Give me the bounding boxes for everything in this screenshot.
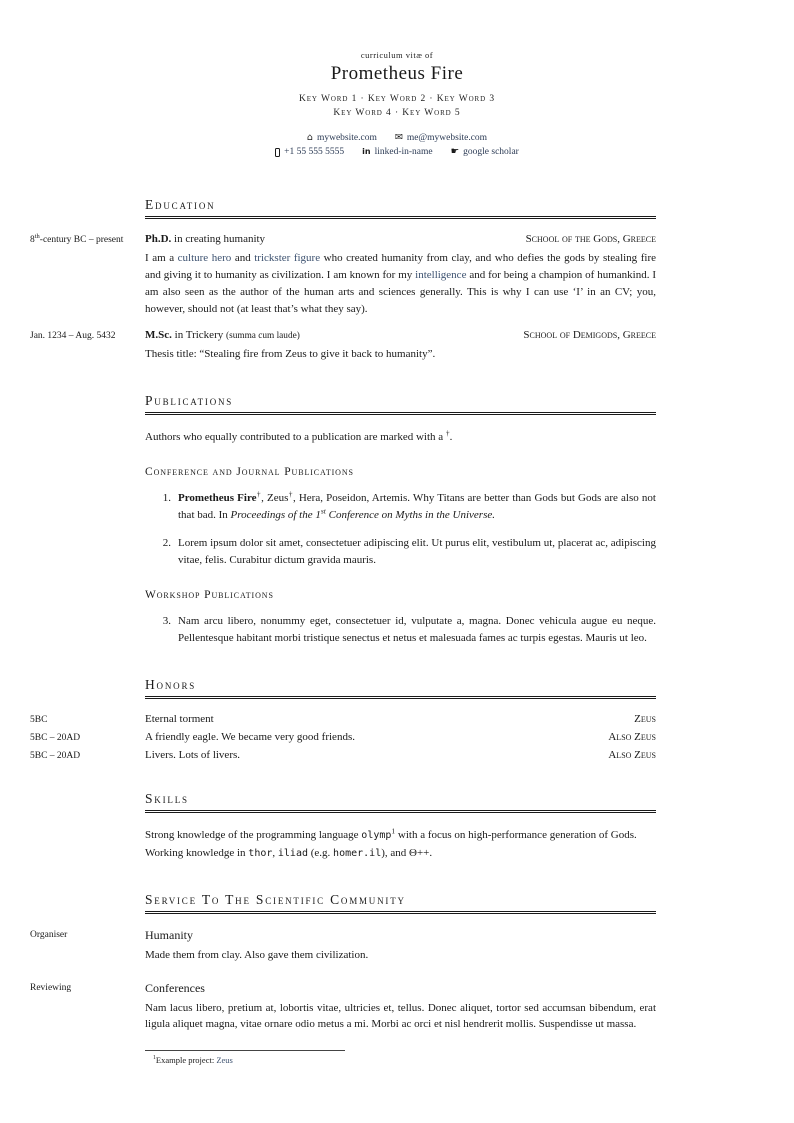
text-segment: 1 — [153, 1054, 156, 1061]
section-title-publications: Publications — [145, 393, 656, 413]
section-title-honors: Honors — [145, 677, 656, 697]
education-description — [145, 346, 656, 363]
honor-grantor: Also Zeus — [608, 749, 656, 761]
publication-number: 3. — [162, 615, 171, 627]
publication-item — [145, 490, 656, 524]
service-activity-title: Conferences — [145, 980, 205, 995]
text-segment: iliad — [277, 847, 308, 859]
text-segment: and — [231, 252, 255, 264]
scholar-label: google scholar — [463, 147, 519, 157]
honor-row — [30, 713, 656, 725]
service-description — [145, 1000, 656, 1033]
honor-title: Eternal torment — [145, 713, 214, 725]
text-segment: Nam arcu libero, nonummy eget, consectetuer id, vulputate a, magna. Donec vehicula augue eu neque. Pellentesque habitant morbi tristique senectus et netus et malesuada fames ac turpis egestas. Mauris ut leo. — [178, 615, 656, 644]
text-segment: Authors who equally contributed to a publication are marked with a — [145, 431, 446, 443]
publication-item — [145, 613, 656, 647]
degree-title — [145, 329, 300, 341]
text-segment: ), and Θ++. — [381, 846, 433, 859]
pretitle: curriculum vitæ of — [360, 50, 434, 60]
keywords-line-2: Key Word 4 · Key Word 5 — [333, 108, 461, 118]
text-segment: th — [34, 232, 40, 240]
education-entry-head — [145, 233, 656, 245]
honor-title: Livers. Lots of livers. — [145, 749, 241, 761]
text-segment: with a focus on high-performance generation of Gods. — [395, 829, 637, 841]
phone-label: +1 55 555 5555 — [284, 147, 345, 157]
subsection-title-workshop: Workshop Publications — [145, 589, 274, 601]
footnote-rule — [145, 1050, 345, 1051]
text-segment: Ph.D. — [145, 233, 172, 245]
publication-item — [145, 535, 656, 569]
contact-row-1 — [0, 133, 794, 143]
publication-text — [178, 535, 656, 569]
service-role-label: Reviewing — [30, 982, 72, 993]
website-label: mywebsite.com — [316, 133, 377, 143]
inline-link[interactable]: culture hero — [177, 252, 232, 264]
text-segment: . — [449, 431, 453, 443]
text-segment: Strong knowledge of the programming language — [145, 829, 362, 841]
honor-grantor: Zeus — [634, 713, 656, 725]
text-segment: † — [256, 489, 262, 499]
cv-body — [30, 197, 656, 1065]
scholar-link[interactable] — [451, 147, 519, 157]
text-segment: Working knowledge in — [145, 846, 249, 859]
text-segment: † — [445, 428, 450, 438]
skills-paragraph — [145, 827, 656, 845]
date-label: 5BC — [30, 715, 48, 725]
linkedin-icon: in — [362, 147, 371, 156]
text-segment: Nam lacus libero, pretium at, lobortis vitae, ultricies et, tellus. Donec aliquet, tortor sed accumsan bibendum, erat ligula aliquet magna, vitae ornare odio metus a mi. Morbi ac orci et nisl hendrerit mollis. Suspendisse ut massa. — [145, 1001, 656, 1030]
text-segment: Proceedings of the 1 — [230, 509, 321, 521]
text-segment: st — [320, 506, 326, 516]
text-segment: † — [288, 489, 293, 499]
date-label — [30, 330, 140, 343]
degree-title — [145, 233, 265, 245]
education-entry — [30, 329, 656, 363]
service-row — [30, 928, 656, 964]
text-segment: homer.il — [333, 847, 382, 859]
service-description — [145, 947, 656, 964]
text-segment: Example project: — [155, 1054, 217, 1065]
text-segment: Lorem ipsum dolor sit amet, consectetuer adipiscing elit. Ut purus elit, vestibulum ut, placerat ac, adipiscing vitae, felis. Curabitur dictum gravida mauris. — [178, 537, 656, 566]
linkedin-label: linked-in-name — [374, 147, 433, 157]
inline-link[interactable]: intelligence — [415, 269, 467, 281]
section-publications — [145, 393, 656, 647]
service-activity-title: Humanity — [145, 928, 193, 942]
date-label: 5BC – 20AD — [30, 751, 81, 761]
subsection-title-conference: Conference and Journal Publications — [145, 466, 354, 478]
text-segment: Thesis title: “Stealing fire from Zeus to give it back to humanity”. — [145, 348, 436, 360]
email-icon: ✉ — [394, 132, 403, 144]
honor-grantor: Also Zeus — [608, 731, 656, 743]
inline-link[interactable]: Zeus — [216, 1054, 233, 1065]
service-row — [30, 980, 656, 1033]
scholar-icon: ☛ — [450, 146, 460, 158]
footnote — [145, 1055, 656, 1065]
section-title-education: Education — [145, 197, 656, 217]
text-segment: , Hera, Poseidon, Artemis. Why Titans are better than Gods but Gods are also not that bad. In — [178, 492, 656, 521]
section-title-skills: Skills — [145, 791, 656, 811]
text-segment: M.Sc. — [145, 329, 172, 341]
text-segment: in creating humanity — [171, 233, 266, 245]
institution-label: School of Demigods, Greece — [523, 329, 656, 341]
honor-row — [30, 731, 656, 743]
education-entry-head — [145, 329, 656, 341]
text-segment: who created humanity from clay, and who defies the gods by stealing fire and giving it to humanity as civilization. I am known for my — [145, 252, 656, 281]
section-honors — [30, 677, 656, 761]
publication-text — [178, 490, 656, 524]
text-segment: Conference on Myths in the Universe. — [325, 509, 495, 521]
publication-text — [178, 613, 656, 647]
text-segment: I am a — [145, 252, 178, 264]
phone-icon — [275, 148, 280, 157]
text-segment: in Trickery — [171, 329, 226, 341]
service-role-label: Organiser — [30, 930, 68, 940]
education-description — [145, 250, 656, 318]
text-segment: olymp — [361, 830, 392, 841]
honor-row — [30, 749, 656, 761]
publication-number: 1. — [162, 492, 171, 504]
text-segment: thor — [248, 847, 273, 859]
section-education — [30, 197, 656, 363]
text-segment: 1 — [391, 826, 396, 836]
publication-number: 2. — [162, 537, 171, 549]
cv-header — [0, 0, 794, 157]
text-segment: Jan. 1234 – Aug. 5432 — [30, 331, 116, 341]
keywords-line-1: Key Word 1 · Key Word 2 · Key Word 3 — [298, 94, 496, 104]
text-segment: Made them from clay. Also gave them civilization. — [145, 949, 369, 961]
section-skills — [145, 791, 656, 862]
text-segment: , — [272, 846, 278, 859]
text-segment: , Zeus — [261, 492, 289, 504]
institution-label: School of the Gods, Greece — [525, 233, 656, 245]
skills-paragraph — [145, 845, 656, 863]
date-label — [30, 234, 140, 247]
education-entry — [30, 232, 656, 318]
honor-title: A friendly eagle. We became very good friends. — [145, 731, 355, 743]
email-link[interactable] — [395, 133, 487, 143]
section-service — [30, 892, 656, 1033]
home-icon: ⌂ — [306, 132, 313, 144]
publications-note — [145, 429, 656, 446]
section-title-service: Service To The Scientific Community — [145, 892, 656, 912]
email-label: me@mywebsite.com — [406, 133, 488, 143]
contact-row-2 — [0, 147, 794, 157]
text-segment: and for being a champion of humankind. I am also seen as the author of the human arts and sciences generally. This is why I can use ‘I’ in an CV; you, however, should not (at least that’s what they say). — [145, 269, 656, 315]
text-segment: Prometheus Fire — [178, 492, 257, 504]
website-link[interactable] — [307, 133, 377, 143]
page-title: Prometheus Fire — [330, 63, 464, 84]
text-segment: 8 — [30, 235, 35, 245]
inline-link[interactable]: trickster figure — [254, 252, 321, 264]
date-label: 5BC – 20AD — [30, 733, 81, 743]
phone-link[interactable] — [275, 147, 344, 157]
text-segment: (summa cum laude) — [225, 331, 300, 341]
text-segment: -century BC – present — [39, 235, 124, 245]
text-segment: (e.g. — [308, 846, 334, 859]
linkedin-link[interactable] — [362, 147, 432, 157]
